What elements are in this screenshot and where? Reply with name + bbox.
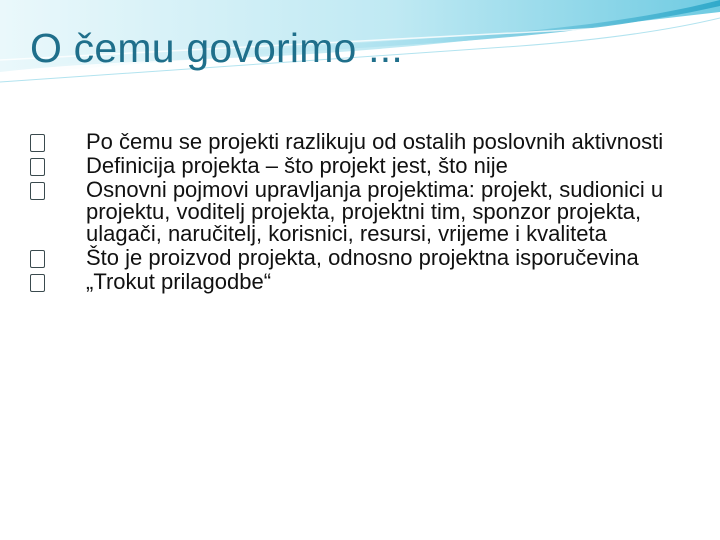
missing-glyph-box-icon (30, 158, 45, 176)
bullet-text: „Trokut prilagodbe“ (86, 269, 272, 294)
bullet-list (0, 131, 720, 295)
bullet-item (0, 247, 720, 269)
bullet-text: Što je proizvod projekta, odnosno projektna isporučevina (86, 245, 639, 270)
bullet-text: Definicija projekta – što projekt jest, što nije (86, 153, 508, 178)
missing-glyph-box-icon (30, 134, 45, 152)
slide-title: O čemu govorimo ... (30, 25, 403, 71)
missing-glyph-box-icon (30, 274, 45, 292)
bullet-item (0, 131, 720, 153)
bullet-item (0, 179, 720, 245)
bullet-item (0, 155, 720, 177)
bullet-text: Osnovni pojmovi upravljanja projektima: projekt, sudionici u projektu, voditelj projekta, projektni tim, sponzor projekta, ulagači, naručitelj, korisnici, resursi, vrijeme i kvaliteta (86, 177, 664, 246)
bullet-text: Po čemu se projekti razlikuju od ostalih poslovnih aktivnosti (86, 129, 664, 154)
missing-glyph-box-icon (30, 250, 45, 268)
bullet-item (0, 271, 720, 293)
missing-glyph-box-icon (30, 182, 45, 200)
